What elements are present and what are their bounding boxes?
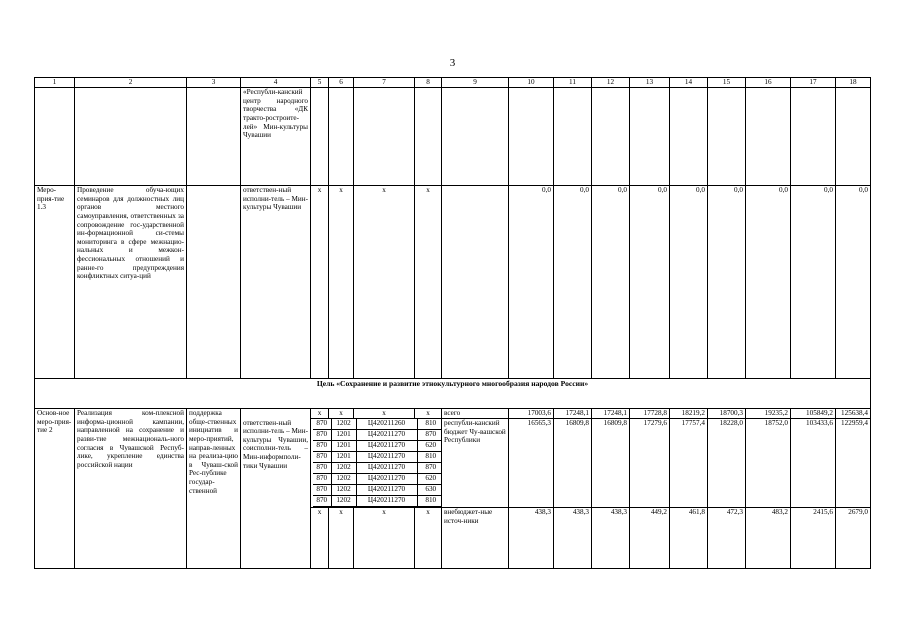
value-cell: 0,0: [708, 186, 746, 379]
code-row: 870 1201 Ц420211270 870: [313, 430, 442, 441]
code-row: 870 1202 Ц420211270 620: [313, 474, 442, 485]
header-cell: 10: [509, 78, 554, 88]
code-row: 870 1202 Ц420211270 870: [313, 463, 442, 474]
header-cell: 2: [75, 78, 187, 88]
value-cell: 18228,0: [708, 419, 746, 508]
goal-title: Цель «Сохранение и развитие этнокультурного многообразия народов России»: [35, 379, 871, 409]
value-cell: 17728,8: [630, 409, 670, 419]
header-cell: 8: [415, 78, 442, 88]
value-cell: 17248,1: [592, 409, 630, 419]
header-cell: 5: [311, 78, 329, 88]
value-cell: 17279,6: [630, 419, 670, 508]
header-cell: 11: [554, 78, 592, 88]
value-cell: 19235,2: [746, 409, 791, 419]
value-cell: 0,0: [554, 186, 592, 379]
header-cell: 13: [630, 78, 670, 88]
executor-cell: ответствен-ный исполни-тель – Мин-культуры Чувашии, соисполни-тель – Мин-информпoли-тики Чувашии: [241, 419, 311, 569]
value-cell: 0,0: [836, 186, 871, 379]
value-cell: 105849,2: [791, 409, 836, 419]
code-cell: х: [311, 409, 329, 419]
value-cell: 438,3: [554, 508, 592, 569]
goal-row: [35, 379, 871, 409]
value-cell: 16809,8: [554, 419, 592, 508]
value-cell: 0,0: [746, 186, 791, 379]
value-cell: 16565,3: [509, 419, 554, 508]
header-cell: 1: [35, 78, 75, 88]
value-cell: 461,8: [670, 508, 708, 569]
code-cell: х: [354, 409, 415, 419]
code-cell: х: [354, 508, 415, 569]
header-cell: 12: [592, 78, 630, 88]
source-name: внебюджет-ные источ-ники: [442, 508, 509, 569]
executor-cell: «Республи-канский центр народного творчества «ДК тракто-ростроите-лей» Мин-культуры Чувашии: [241, 88, 311, 186]
code-row: 870 1201 Ц420211270 620: [313, 441, 442, 452]
value-cell: 0,0: [509, 186, 554, 379]
value-cell: 17003,6: [509, 409, 554, 419]
code-cell: х: [329, 508, 354, 569]
code-cell: х: [354, 186, 415, 379]
header-cell: 7: [354, 78, 415, 88]
header-cell: 18: [836, 78, 871, 88]
header-cell: 16: [746, 78, 791, 88]
value-cell: 483,2: [746, 508, 791, 569]
value-cell: 472,3: [708, 508, 746, 569]
value-cell: 103433,6: [791, 419, 836, 508]
source-name: республи-канский бюджет Чу-вашской Республики: [442, 419, 509, 508]
budget-codes-table: [313, 419, 442, 507]
value-cell: 17248,1: [554, 409, 592, 419]
table-row-event-2-total: [35, 409, 871, 419]
value-cell: 125638,4: [836, 409, 871, 419]
code-cell: х: [415, 409, 442, 419]
header-cell: 4: [241, 78, 311, 88]
program-table: [34, 77, 871, 569]
code-cell: х: [415, 508, 442, 569]
header-cell: 17: [791, 78, 836, 88]
value-cell: 16809,8: [592, 419, 630, 508]
value-cell: 18700,3: [708, 409, 746, 419]
event-label: Основ-ное меро-прия-тие 2: [35, 409, 75, 569]
value-cell: 18752,0: [746, 419, 791, 508]
value-cell: 2415,6: [791, 508, 836, 569]
page-number: 3: [449, 57, 456, 69]
code-cell: х: [329, 186, 354, 379]
header-cell: 15: [708, 78, 746, 88]
value-cell: 18219,2: [670, 409, 708, 419]
header-cell: 3: [187, 78, 241, 88]
event-name: Проведение обуча-ющих семинаров для должностных лиц органов местного самоуправления, ответственных за сопровождение гос-ударственной ин-формационной си-стемы мониторинга в сфере межнацио-нальных и межкон-фессиональных отношений и ранне-го предупреждения конфликтных ситуа-ций: [75, 186, 187, 379]
value-cell: 438,3: [592, 508, 630, 569]
code-row: 870 1202 Ц420211260 810: [313, 419, 442, 430]
header-cell: 6: [329, 78, 354, 88]
code-cell: х: [311, 186, 329, 379]
value-cell: 0,0: [630, 186, 670, 379]
value-cell: 2679,0: [836, 508, 871, 569]
event-goal-text: поддержка обще-ственных инициатив и меро-приятий, направ-ленных на реализа-цию в Чуваш-ской Рес-публике государ-ственной: [187, 409, 241, 569]
value-cell: 122959,4: [836, 419, 871, 508]
value-cell: 438,3: [509, 508, 554, 569]
source-name: всего: [442, 409, 509, 419]
header-row: [35, 78, 871, 88]
table-row-continuation: [35, 88, 871, 186]
header-cell: 9: [442, 78, 509, 88]
code-row: 870 1202 Ц420211270 810: [313, 496, 442, 507]
code-cell: х: [329, 409, 354, 419]
code-cell: х: [311, 508, 329, 569]
table-row-event-1-3: [35, 186, 871, 379]
code-row: 870 1202 Ц420211270 630: [313, 485, 442, 496]
code-row: 870 1201 Ц420211270 810: [313, 452, 442, 463]
executor-cell: ответствен-ный исполни-тель – Мин-культуры Чувашии: [241, 186, 311, 379]
value-cell: 17757,4: [670, 419, 708, 508]
value-cell: 0,0: [592, 186, 630, 379]
value-cell: 0,0: [791, 186, 836, 379]
header-cell: 14: [670, 78, 708, 88]
event-label: Меро-прия-тие 1.3: [35, 186, 75, 379]
value-cell: 0,0: [670, 186, 708, 379]
code-cell: х: [415, 186, 442, 379]
value-cell: 449,2: [630, 508, 670, 569]
event-name: Реализация ком-плексной информа-ционной кампании, направленной на сохранение и разви-тие межнациональ-ного согласия в Чувашской Респуб-лике, укрепление единства российской нации: [75, 409, 187, 569]
